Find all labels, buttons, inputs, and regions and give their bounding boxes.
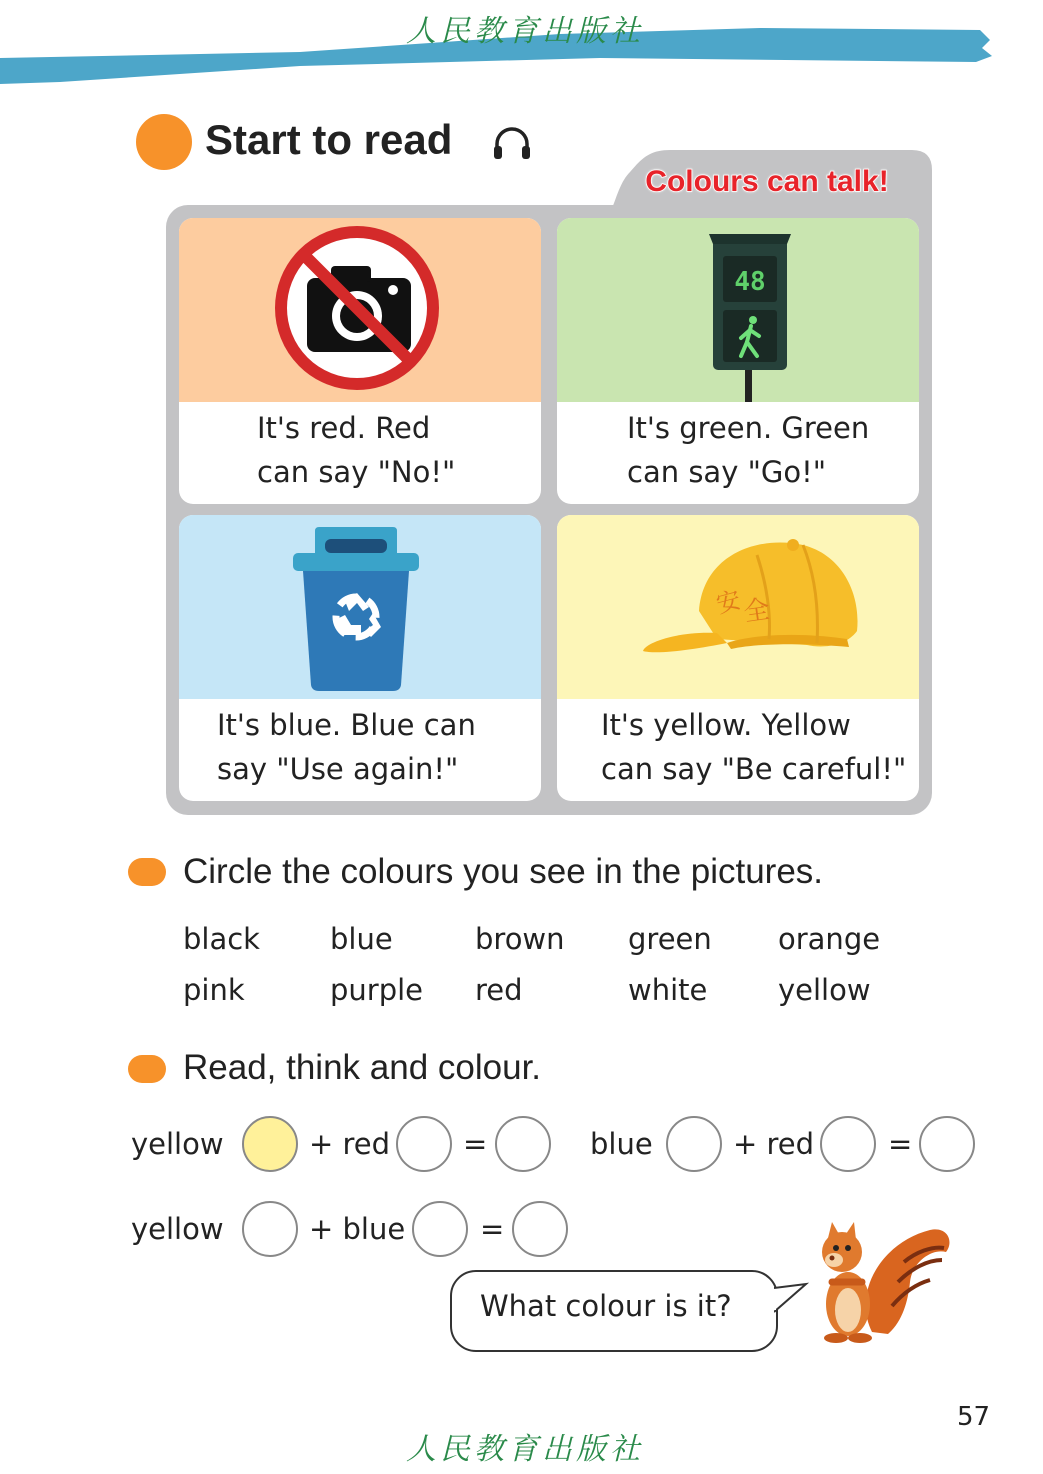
eq2-circle-a[interactable] [666,1116,722,1172]
headphones-icon[interactable] [492,124,532,162]
colour-word-orange[interactable]: orange [778,922,881,956]
activity1-bullet [128,858,166,886]
card-blue [179,515,541,801]
eq1-circle-a[interactable] [242,1116,298,1172]
speech-bubble-tail [774,1280,810,1320]
eq1-label-b: + red [309,1127,391,1161]
eq3-label-a: yellow [131,1212,224,1246]
colour-word-yellow[interactable]: yellow [778,973,871,1007]
pedestrian-light-icon [557,218,919,402]
card-green-caption: It's green. Green can say "Go!" [627,411,870,489]
frame-tab-title: Colours can talk! [645,165,889,198]
eq1-label-a: yellow [131,1127,224,1161]
colour-word-pink[interactable]: pink [183,973,245,1007]
eq3-circle-b[interactable] [412,1201,468,1257]
eq1-equals: = [463,1127,488,1161]
colour-word-white[interactable]: white [628,973,708,1007]
squirrel-icon [812,1222,954,1348]
countdown-number: 48 [734,267,766,297]
colour-word-brown[interactable]: brown [475,922,565,956]
eq3-label-b: + blue [309,1212,406,1246]
cap-character-1: 安 [713,585,744,619]
eq2-equals: = [888,1127,913,1161]
eq3-circle-result[interactable] [512,1201,568,1257]
card-yellow [557,515,919,801]
no-camera-icon [179,218,541,402]
eq2-label-a: blue [590,1127,653,1161]
activity1-instruction: Circle the colours you see in the pictures. [183,852,824,891]
section-title: Start to read [205,116,453,163]
recycle-bin-icon [179,515,541,699]
speech-bubble-text: What colour is it? [480,1289,732,1323]
activity2-instruction: Read, think and colour. [183,1048,542,1087]
safety-cap-icon [557,515,919,699]
colour-word-green[interactable]: green [628,922,712,956]
eq2-label-b: + red [733,1127,815,1161]
colour-word-blue[interactable]: blue [330,922,393,956]
section-bullet [136,114,192,170]
cap-character-2: 全 [741,594,772,628]
colour-word-purple[interactable]: purple [330,973,424,1007]
eq3-equals: = [480,1212,505,1246]
eq1-circle-b[interactable] [396,1116,452,1172]
eq1-circle-result[interactable] [495,1116,551,1172]
card-blue-picture [179,515,541,699]
eq2-circle-result[interactable] [919,1116,975,1172]
card-red-picture [179,218,541,402]
card-yellow-picture [557,515,919,699]
card-red-caption: It's red. Red can say "No!" [257,411,456,489]
card-yellow-caption: It's yellow. Yellow can say "Be careful!" [601,708,907,786]
page-number: 57 [957,1402,991,1432]
activity2-bullet [128,1055,166,1083]
card-green-picture [557,218,919,402]
colour-word-red[interactable]: red [475,973,523,1007]
publisher-logo-bottom: 人民教育出版社 [406,1432,644,1467]
publisher-logo-top: 人民教育出版社 [406,14,644,49]
card-blue-caption: It's blue. Blue can say "Use again!" [217,708,476,786]
colour-word-black[interactable]: black [183,922,260,956]
eq2-circle-b[interactable] [820,1116,876,1172]
eq3-circle-a[interactable] [242,1201,298,1257]
card-red [179,218,541,504]
card-green [557,218,919,504]
